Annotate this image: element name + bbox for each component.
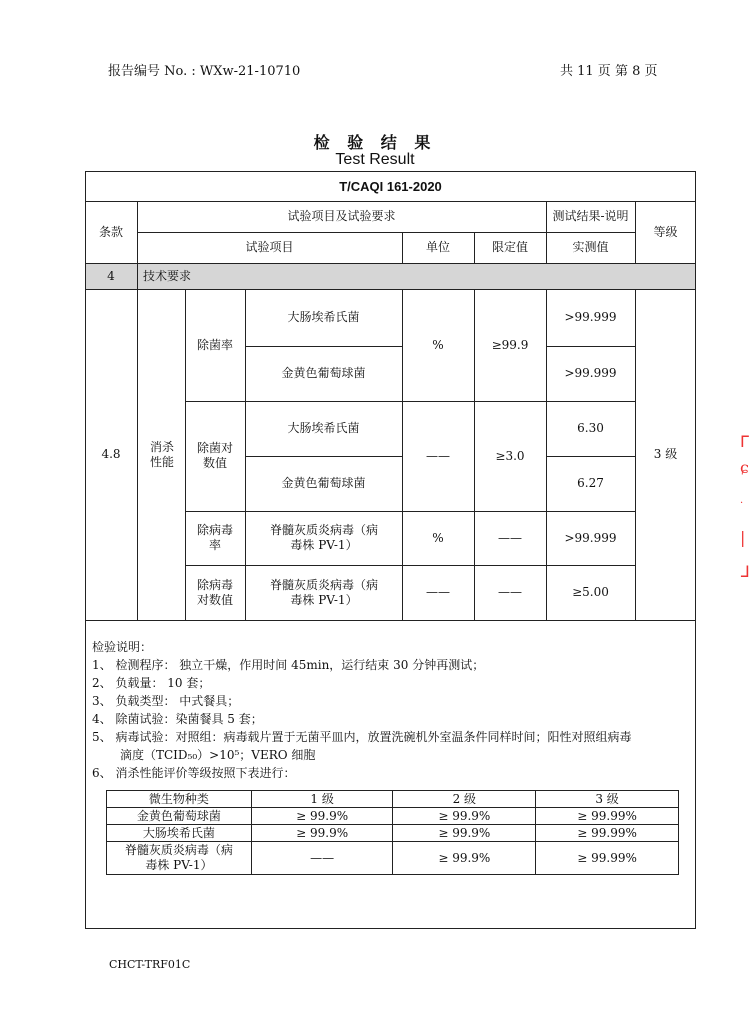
- stamp-fragment: ɕ: [740, 458, 749, 477]
- measured-value: 6.27: [577, 476, 604, 490]
- rule: [85, 620, 696, 621]
- rule: [137, 263, 138, 289]
- col-limit: 限定值: [491, 240, 528, 254]
- note-item: 1、 检测程序： 独立干燥，作用时间 45min，运行结束 30 分钟再测试；: [92, 658, 485, 672]
- grade-table-cell: ≥ 99.9%: [393, 808, 536, 825]
- section-clause: 4: [107, 268, 115, 283]
- col-result-note: 测试结果-说明: [552, 209, 629, 223]
- measured-value: >99.999: [564, 310, 617, 324]
- unit-value: %: [432, 337, 444, 352]
- item-staph: 金黄色葡萄球菌: [281, 366, 366, 380]
- form-code: CHCT-TRF01C: [109, 958, 191, 971]
- grade-table-cell: ——: [251, 842, 393, 875]
- item-ecoli: 大肠埃希氏菌: [287, 310, 360, 324]
- measured-value: ≥5.00: [572, 585, 609, 599]
- item-ecoli: 大肠埃希氏菌: [287, 421, 360, 435]
- grade-table-header: 1 级: [251, 791, 393, 808]
- grade-table-cell: ≥ 99.99%: [536, 825, 679, 842]
- grade-value: 3 级: [653, 447, 678, 461]
- rule: [137, 289, 138, 620]
- item-staph: 金黄色葡萄球菌: [281, 476, 366, 490]
- col-grade: 等级: [653, 224, 678, 239]
- stamp-fragment: ᒥ: [740, 432, 749, 451]
- limit-value: ——: [498, 585, 522, 599]
- note-item: 5、 病毒试验：对照组：病毒载片置于无菌平皿内，放置洗碗机外室温条件同样时间；阳性对照组病毒: [92, 730, 632, 744]
- table-row: [107, 842, 679, 875]
- notes-title: 检验说明：: [92, 640, 153, 654]
- group-virus-log: 除病毒对数值: [196, 577, 233, 607]
- grade-table-cell: ≥ 99.9%: [251, 808, 393, 825]
- limit-value: ≥3.0: [495, 448, 525, 463]
- grade-criteria-table: [106, 790, 679, 875]
- table-row: [107, 808, 679, 825]
- measured-value: 6.30: [577, 421, 604, 435]
- grade-table-cell: ≥ 99.99%: [536, 808, 679, 825]
- group-sterilization-rate: 除菌率: [196, 337, 233, 352]
- group-virus-rate: 除病毒率: [196, 523, 233, 552]
- stamp-fragment: |: [740, 528, 746, 547]
- item-poliovirus: 脊髓灰质炎病毒（病毒株 PV-1）: [269, 523, 378, 552]
- grade-table-cell: ≥ 99.9%: [393, 842, 536, 875]
- page-info: 共 11 页 第 8 页: [560, 64, 658, 79]
- grade-table-cell: 金黄色葡萄球菌: [107, 808, 252, 825]
- col-test-items-requirements: 试验项目及试验要求: [287, 209, 396, 223]
- category-disinfection: 消杀性能: [149, 439, 174, 469]
- standard-code: T/CAQI 161-2020: [339, 179, 442, 194]
- report-number: 报告编号 No. : WXw-21-10710: [108, 64, 301, 79]
- note-item: 3、 负载类型： 中式餐具；: [92, 694, 240, 708]
- col-unit: 单位: [425, 240, 450, 254]
- measured-value: >99.999: [564, 530, 617, 545]
- col-test-item: 试验项目: [245, 240, 294, 254]
- section-label: 技术要求: [143, 268, 192, 283]
- clause-4-8: 4.8: [101, 447, 121, 461]
- unit-value: %: [432, 530, 444, 545]
- limit-value: ——: [498, 530, 522, 545]
- page-title-en: Test Result: [335, 151, 415, 168]
- col-clause: 条款: [98, 224, 123, 239]
- item-poliovirus: 脊髓灰质炎病毒（病毒株 PV-1）: [269, 577, 378, 607]
- grade-table-cell: ≥ 99.9%: [393, 825, 536, 842]
- stamp-fragment: ·: [740, 498, 744, 509]
- note-item: 6、 消杀性能评价等级按照下表进行：: [92, 766, 296, 780]
- grade-table-cell: ≥ 99.99%: [536, 842, 679, 875]
- col-measured: 实测值: [572, 240, 609, 254]
- note-item: 4、 除菌试验：染菌餐具 5 套；: [92, 712, 263, 726]
- grade-table-header: 微生物种类: [107, 791, 252, 808]
- note-item-continued: 滴度（TCID₅₀）>10⁵；VERO 细胞: [120, 748, 316, 762]
- stamp-fragment: ᒧ: [740, 562, 750, 581]
- group-sterilization-log: 除菌对数值: [196, 441, 233, 470]
- grade-table-header: 2 级: [393, 791, 536, 808]
- note-item: 2、 负载量： 10 套；: [92, 676, 211, 690]
- limit-value: ≥99.9: [491, 337, 529, 352]
- measured-value: >99.999: [564, 366, 617, 380]
- page-title: 检 验 结 果: [313, 133, 437, 152]
- grade-table-cell: 脊髓灰质炎病毒（病毒株 PV-1）: [107, 842, 252, 875]
- grade-table-cell: 大肠埃希氏菌: [107, 825, 252, 842]
- table-header-row: [107, 791, 679, 808]
- unit-value: ——: [426, 585, 450, 599]
- unit-value: ——: [426, 448, 450, 463]
- grade-table-cell: ≥ 99.9%: [251, 825, 393, 842]
- table-row: [107, 825, 679, 842]
- grade-table-header: 3 级: [536, 791, 679, 808]
